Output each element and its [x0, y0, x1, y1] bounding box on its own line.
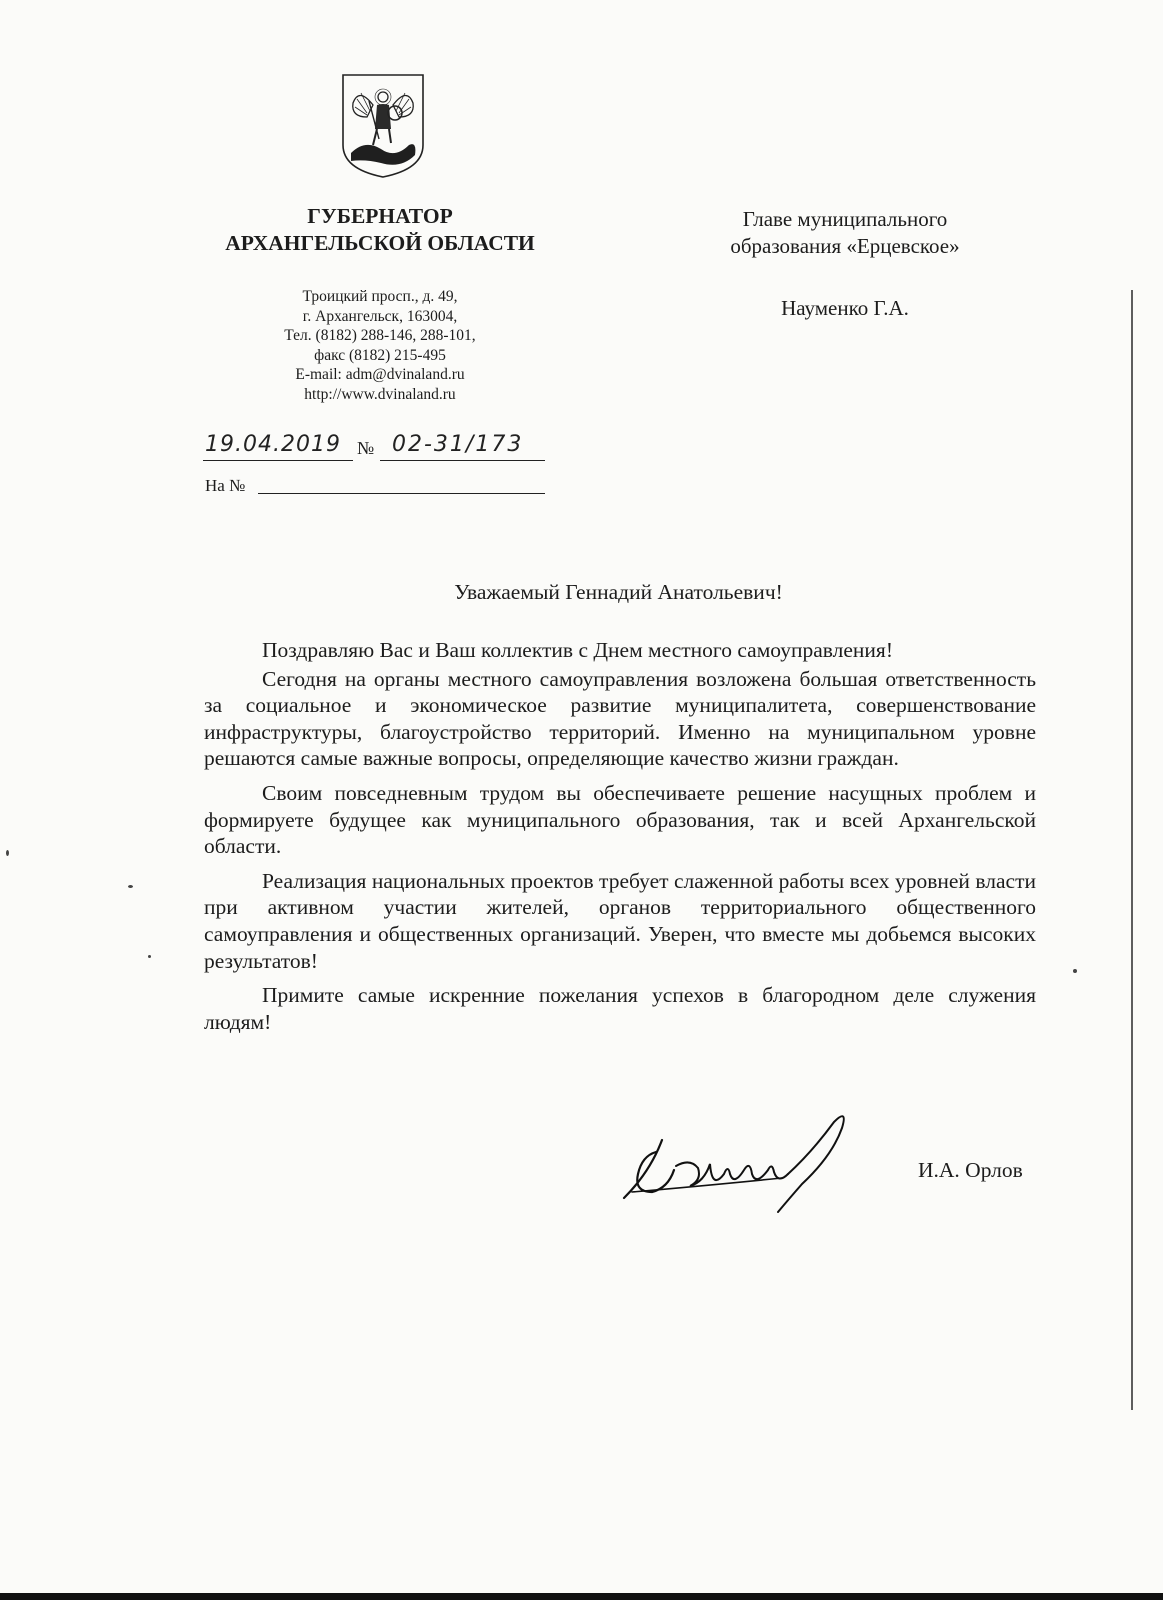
phone-numbers: Тел. (8182) 288-146, 288-101,	[284, 327, 476, 345]
paragraph: Сегодня на органы местного самоуправления возложена большая ответственность за социальное и экономическое развитие муниципалитета, совершенствование инфраструктуры, благоустройство территорий. Именно на муниципальном уровне решаются самые важные вопросы, определяющие качество жизни граждан.	[204, 666, 1036, 771]
recipient-name: Науменко Г.А.	[781, 296, 909, 320]
recipient-block	[690, 206, 1000, 260]
signer-name: И.А. Орлов	[918, 1158, 1023, 1182]
paragraph: Своим повседневным трудом вы обеспечиваете решение насущных проблем и формируете будущее как муниципального образования, так и всей Архангельской области.	[204, 780, 1036, 859]
scan-edge-bottom	[0, 1593, 1163, 1600]
registration-number: 02-31/173	[392, 432, 524, 457]
email-address: E-mail: adm@dvinaland.ru	[295, 366, 465, 384]
sender-title: ГУБЕРНАТОР	[307, 204, 453, 228]
fax-number: факс (8182) 215-495	[314, 346, 446, 364]
scan-speck	[128, 885, 133, 888]
scan-speck	[1073, 969, 1077, 973]
registration-number-label: №	[357, 438, 375, 458]
paragraph: Реализация национальных проектов требует слаженной работы всех уровней власти при активном участии жителей, органов территориального общественного самоуправления и общественных организаций. Уверен, что вместе мы добьемся высоких результатов!	[204, 868, 1036, 973]
reference-number-underline	[258, 493, 545, 494]
registration-date-underline	[203, 460, 353, 461]
salutation: Уважаемый Геннадий Анатольевич!	[454, 580, 783, 604]
paragraph: Примите самые искренние пожелания успехов в благородном деле служения людям!	[204, 983, 1036, 1034]
sender-block	[195, 203, 565, 257]
recipient-position: Главе муниципального	[742, 207, 948, 231]
scan-edge-right	[1131, 290, 1133, 1410]
sender-region: АРХАНГЕЛЬСКОЙ ОБЛАСТИ	[225, 231, 535, 255]
letter-body	[204, 637, 1036, 1035]
registration-date: 19.04.2019	[205, 432, 341, 457]
registration-number-underline	[380, 460, 545, 461]
handwritten-signature-icon	[612, 1112, 862, 1222]
paragraph: Поздравляю Вас и Ваш коллектив с Днем местного самоуправления!	[262, 638, 893, 662]
address-street: Троицкий просп., д. 49,	[302, 288, 458, 305]
scan-speck	[6, 850, 9, 856]
recipient-organization: образования «Ерцевское»	[730, 234, 960, 258]
website-url: http://www.dvinaland.ru	[304, 385, 456, 403]
scan-speck	[148, 955, 151, 958]
sender-contacts	[220, 287, 540, 405]
address-city: г. Архангельск, 163004,	[302, 307, 458, 325]
reference-number-label: На №	[205, 476, 246, 495]
coat-of-arms-archangel-icon	[337, 73, 429, 179]
